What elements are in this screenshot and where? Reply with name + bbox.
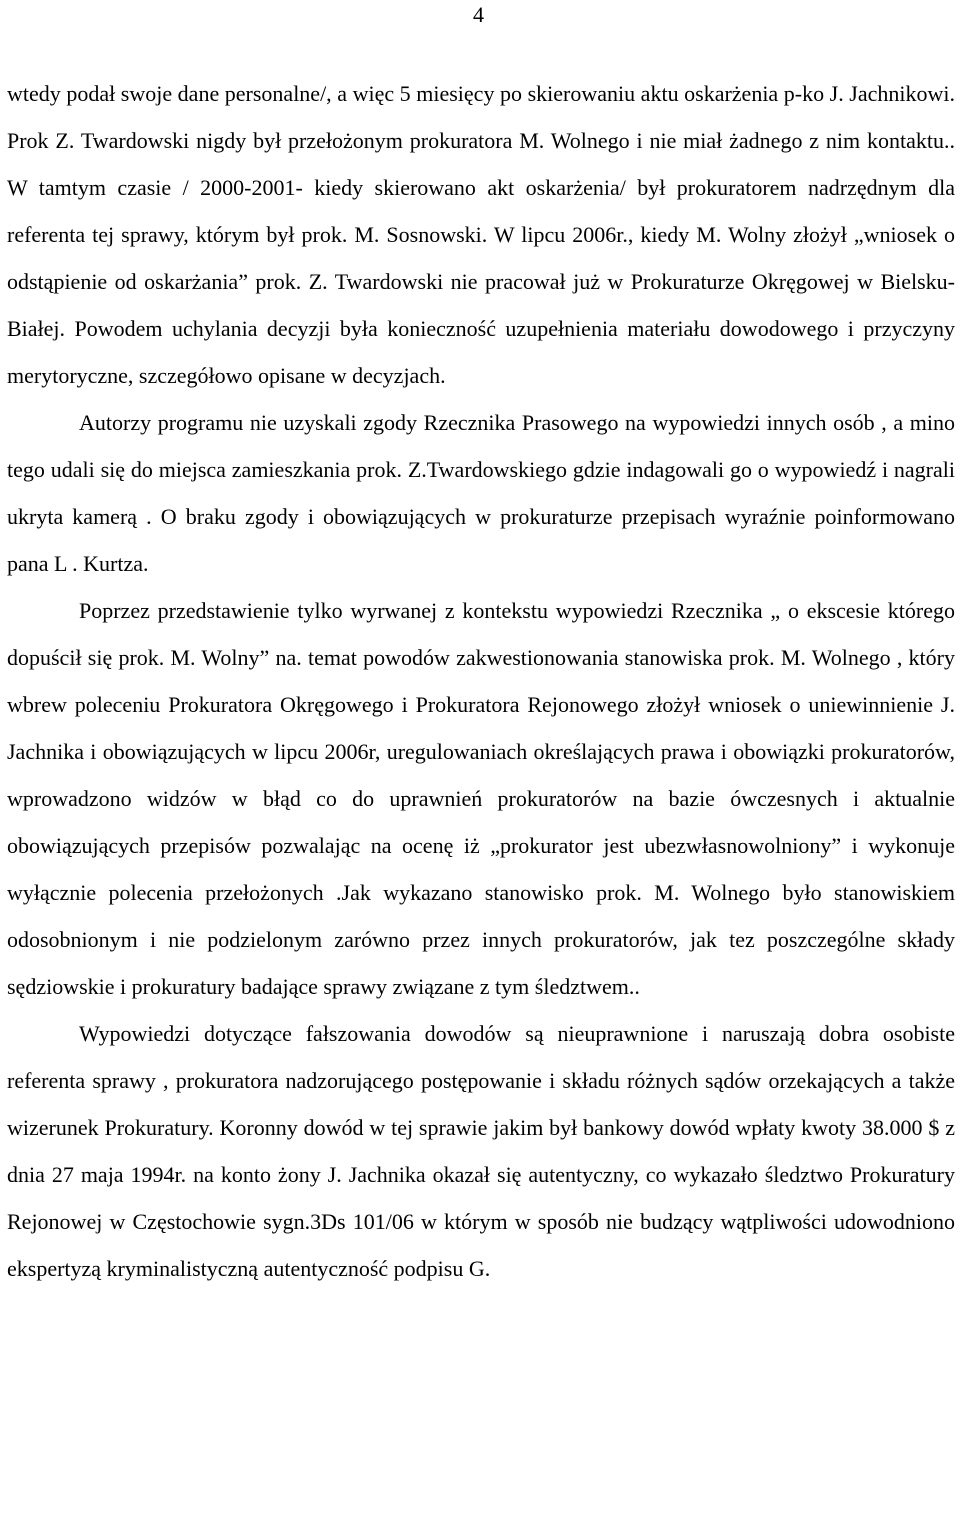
page-number: 4 [473, 2, 484, 27]
paragraph-1: wtedy podał swoje dane personalne/, a więc 5 miesięcy po skierowaniu aktu oskarżenia p-ko J. Jachnikowi. Prok Z. Twardowski nigdy był przełożonym prokuratora M. Wolnego i nie miał żadnego z nim kontaktu.. W tamtym czasie / 2000-2001- kiedy skierowano akt oskarżenia/ był prokuratorem nadrzędnym dla referenta tej sprawy, którym był prok. M. Sosnowski. W lipcu 2006r., kiedy M. Wolny złożył „wniosek o odstąpienie od oskarżania” prok. Z. Twardowski nie pracował już w Prokuraturze Okręgowej w Bielsku- Białej. Powodem uchylania decyzji była konieczność uzupełnienia materiału dowodowego i przyczyny merytoryczne, szczegółowo opisane w decyzjach. [7, 81, 955, 388]
paragraph-3: Poprzez przedstawienie tylko wyrwanej z kontekstu wypowiedzi Rzecznika „ o ekscesie którego dopuścił się prok. M. Wolny” na. temat powodów zakwestionowania stanowiska prok. M. Wolnego , który wbrew poleceniu Prokuratora Okręgowego i Prokuratora Rejonowego złożył wniosek o uniewinnienie J. Jachnika i obowiązujących w lipcu 2006r, uregulowaniach określających prawa i obowiązki prokuratorów, wprowadzono widzów w błąd co do uprawnień prokuratorów na bazie ówczesnych i aktualnie obowiązujących przepisów pozwalając na ocenę iż „prokurator jest ubezwłasnowolniony” i wykonuje wyłącznie polecenia przełożonych .Jak wykazano stanowisko prok. M. Wolnego było stanowiskiem odosobnionym i nie podzielonym zarówno przez innych prokuratorów, jak tez poszczególne składy sędziowskie i prokuratury badające sprawy związane z tym śledztwem.. [7, 598, 955, 999]
paragraph-2: Autorzy programu nie uzyskali zgody Rzecznika Prasowego na wypowiedzi innych osób , a mino tego udali się do miejsca zamieszkania prok. Z.Twardowskiego gdzie indagowali go o wypowiedź i nagrali ukryta kamerą . O braku zgody i obowiązujących w prokuraturze przepisach wyraźnie poinformowano pana L . Kurtza. [7, 410, 955, 576]
document-body [7, 70, 955, 1292]
paragraph-4: Wypowiedzi dotyczące fałszowania dowodów są nieuprawnione i naruszają dobra osobiste referenta sprawy , prokuratora nadzorującego postępowanie i składu różnych sądów orzekających a także wizerunek Prokuratury. Koronny dowód w tej sprawie jakim był bankowy dowód wpłaty kwoty 38.000 $ z dnia 27 maja 1994r. na konto żony J. Jachnika okazał się autentyczny, co wykazało śledztwo Prokuratury Rejonowej w Częstochowie sygn.3Ds 101/06 w którym w sposób nie budzący wątpliwości udowodniono ekspertyzą kryminalistyczną autentyczność podpisu G. [7, 1021, 955, 1281]
